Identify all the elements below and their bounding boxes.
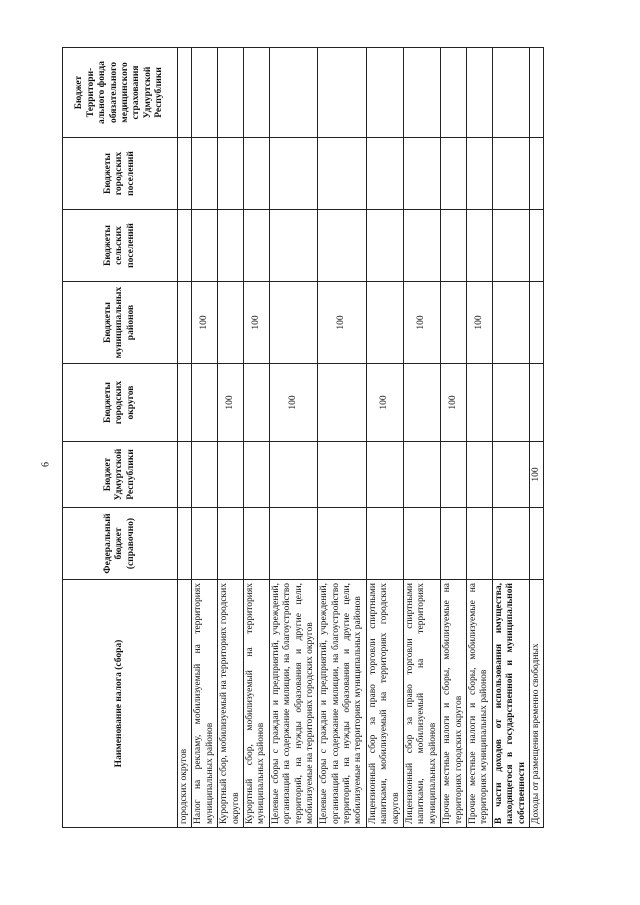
share-cell: 100 [269, 364, 318, 442]
share-cell [178, 282, 192, 364]
share-cell [366, 508, 403, 580]
share-cell [404, 508, 441, 580]
share-cell [192, 364, 218, 442]
share-cell [218, 508, 244, 580]
share-cell [404, 210, 441, 282]
header-tax-name: Наименование налога (сбора) [63, 580, 178, 828]
share-cell [318, 48, 367, 138]
share-cell [366, 48, 403, 138]
tax-name-cell: Налог на рекламу, мобилизуемый на территориях муниципальных районов [192, 580, 218, 828]
share-cell [492, 508, 529, 580]
tax-name-cell: Прочие местные налоги и сборы, мобилизуемые на территориях муниципальных районов [466, 580, 492, 828]
share-cell [192, 210, 218, 282]
share-cell [441, 138, 467, 210]
share-cell [178, 138, 192, 210]
share-cell [441, 442, 467, 508]
share-cell [466, 210, 492, 282]
share-cell [366, 282, 403, 364]
share-cell [269, 48, 318, 138]
header-city-districts: Бюджеты городских округов [63, 364, 178, 442]
share-cell [404, 138, 441, 210]
share-cell [243, 364, 269, 442]
tax-name-cell: В части доходов от использования имущества, находящегося в государственной и муниципальной собственности [492, 580, 529, 828]
share-cell [178, 48, 192, 138]
share-cell [492, 48, 529, 138]
share-cell [192, 48, 218, 138]
share-cell [218, 48, 244, 138]
share-cell [178, 210, 192, 282]
header-rural-settlements: Бюджеты сельских поселений [63, 210, 178, 282]
share-cell [492, 442, 529, 508]
table-row [318, 48, 367, 828]
tax-name-cell: Прочие местные налоги и сборы, мобилизуемые на территориях городских округов [441, 580, 467, 828]
share-cell [366, 210, 403, 282]
table-row [192, 48, 218, 828]
share-cell [492, 364, 529, 442]
tax-name-cell: Лицензионный сбор за право торговли спиртными напитками, мобилизуемый на территориях городских округов [366, 580, 403, 828]
share-cell [529, 282, 543, 364]
share-cell [243, 48, 269, 138]
share-cell [492, 210, 529, 282]
share-cell [441, 282, 467, 364]
share-cell: 100 [529, 442, 543, 508]
share-cell [529, 210, 543, 282]
share-cell [441, 210, 467, 282]
share-cell [269, 210, 318, 282]
table-row [492, 48, 529, 828]
share-cell: 100 [441, 364, 467, 442]
share-cell: 100 [366, 364, 403, 442]
share-cell [192, 138, 218, 210]
share-cell [441, 508, 467, 580]
share-cell [178, 508, 192, 580]
share-cell [269, 138, 318, 210]
share-cell: 100 [466, 282, 492, 364]
share-cell [192, 508, 218, 580]
share-cell [218, 210, 244, 282]
share-cell [492, 282, 529, 364]
table-row [466, 48, 492, 828]
share-cell: 100 [318, 282, 367, 364]
tax-name-cell: Курортный сбор, мобилизуемый на территориях городских округов [218, 580, 244, 828]
share-cell: 100 [218, 364, 244, 442]
header-medical-fund: Бюджет Территори-ального фонда обязательного медицинского страхования Удмуртской Республики [63, 48, 178, 138]
table-row [243, 48, 269, 828]
share-cell [529, 48, 543, 138]
share-cell [243, 210, 269, 282]
share-cell [318, 508, 367, 580]
header-federal: Федеральный бюджет (справочно) [63, 508, 178, 580]
share-cell [318, 442, 367, 508]
share-cell [404, 442, 441, 508]
table-row [404, 48, 441, 828]
tax-name-cell: Целевые сборы с граждан и предприятий, учреждений, организаций на содержание милиции, на благоустройство территорий, на нужды образования и другие цели, мобилизуемые на территориях муниципальных районов [318, 580, 367, 828]
share-cell [218, 138, 244, 210]
tax-distribution-table [62, 47, 544, 828]
share-cell [192, 442, 218, 508]
rotated-table-container [62, 48, 592, 828]
share-cell [269, 442, 318, 508]
table-row [366, 48, 403, 828]
table-row [441, 48, 467, 828]
tax-name-cell: Целевые сборы с граждан и предприятий, учреждений, организаций на содержание милиции, на благоустройство территорий, на нужды образования и другие цели, мобилизуемые на территориях городских округов [269, 580, 318, 828]
page-number: 6 [40, 462, 52, 467]
share-cell [529, 508, 543, 580]
table-row [529, 48, 543, 828]
share-cell [269, 508, 318, 580]
share-cell [529, 138, 543, 210]
share-cell: 100 [192, 282, 218, 364]
share-cell [243, 442, 269, 508]
share-cell [492, 138, 529, 210]
share-cell [466, 48, 492, 138]
tax-name-cell: Лицензионный сбор за право торговли спиртными напитками, мобилизуемый на территориях муниципальных районов [404, 580, 441, 828]
share-cell [318, 210, 367, 282]
share-cell [529, 364, 543, 442]
table-row [178, 48, 192, 828]
tax-name-cell: городских округов [178, 580, 192, 828]
share-cell [404, 48, 441, 138]
share-cell [218, 442, 244, 508]
share-cell [243, 508, 269, 580]
share-cell [441, 48, 467, 138]
share-cell [218, 282, 244, 364]
share-cell [466, 442, 492, 508]
table-row [218, 48, 244, 828]
share-cell [178, 442, 192, 508]
share-cell [178, 364, 192, 442]
share-cell [318, 138, 367, 210]
share-cell [318, 364, 367, 442]
header-republic: Бюджет Удмуртской Республики [63, 442, 178, 508]
tax-name-cell: Курортный сбор, мобилизуемый на территориях муниципальных районов [243, 580, 269, 828]
share-cell [269, 282, 318, 364]
share-cell [243, 138, 269, 210]
header-municipal-districts: Бюджеты муниципальных районов [63, 282, 178, 364]
share-cell [466, 138, 492, 210]
share-cell: 100 [404, 282, 441, 364]
share-cell [366, 442, 403, 508]
share-cell [366, 138, 403, 210]
share-cell: 100 [243, 282, 269, 364]
share-cell [466, 508, 492, 580]
header-urban-settlements: Бюджеты городских поселений [63, 138, 178, 210]
header-row [63, 48, 178, 828]
share-cell [404, 364, 441, 442]
share-cell [466, 364, 492, 442]
table-row [269, 48, 318, 828]
tax-name-cell: Доходы от размещения временно свободных [529, 580, 543, 828]
